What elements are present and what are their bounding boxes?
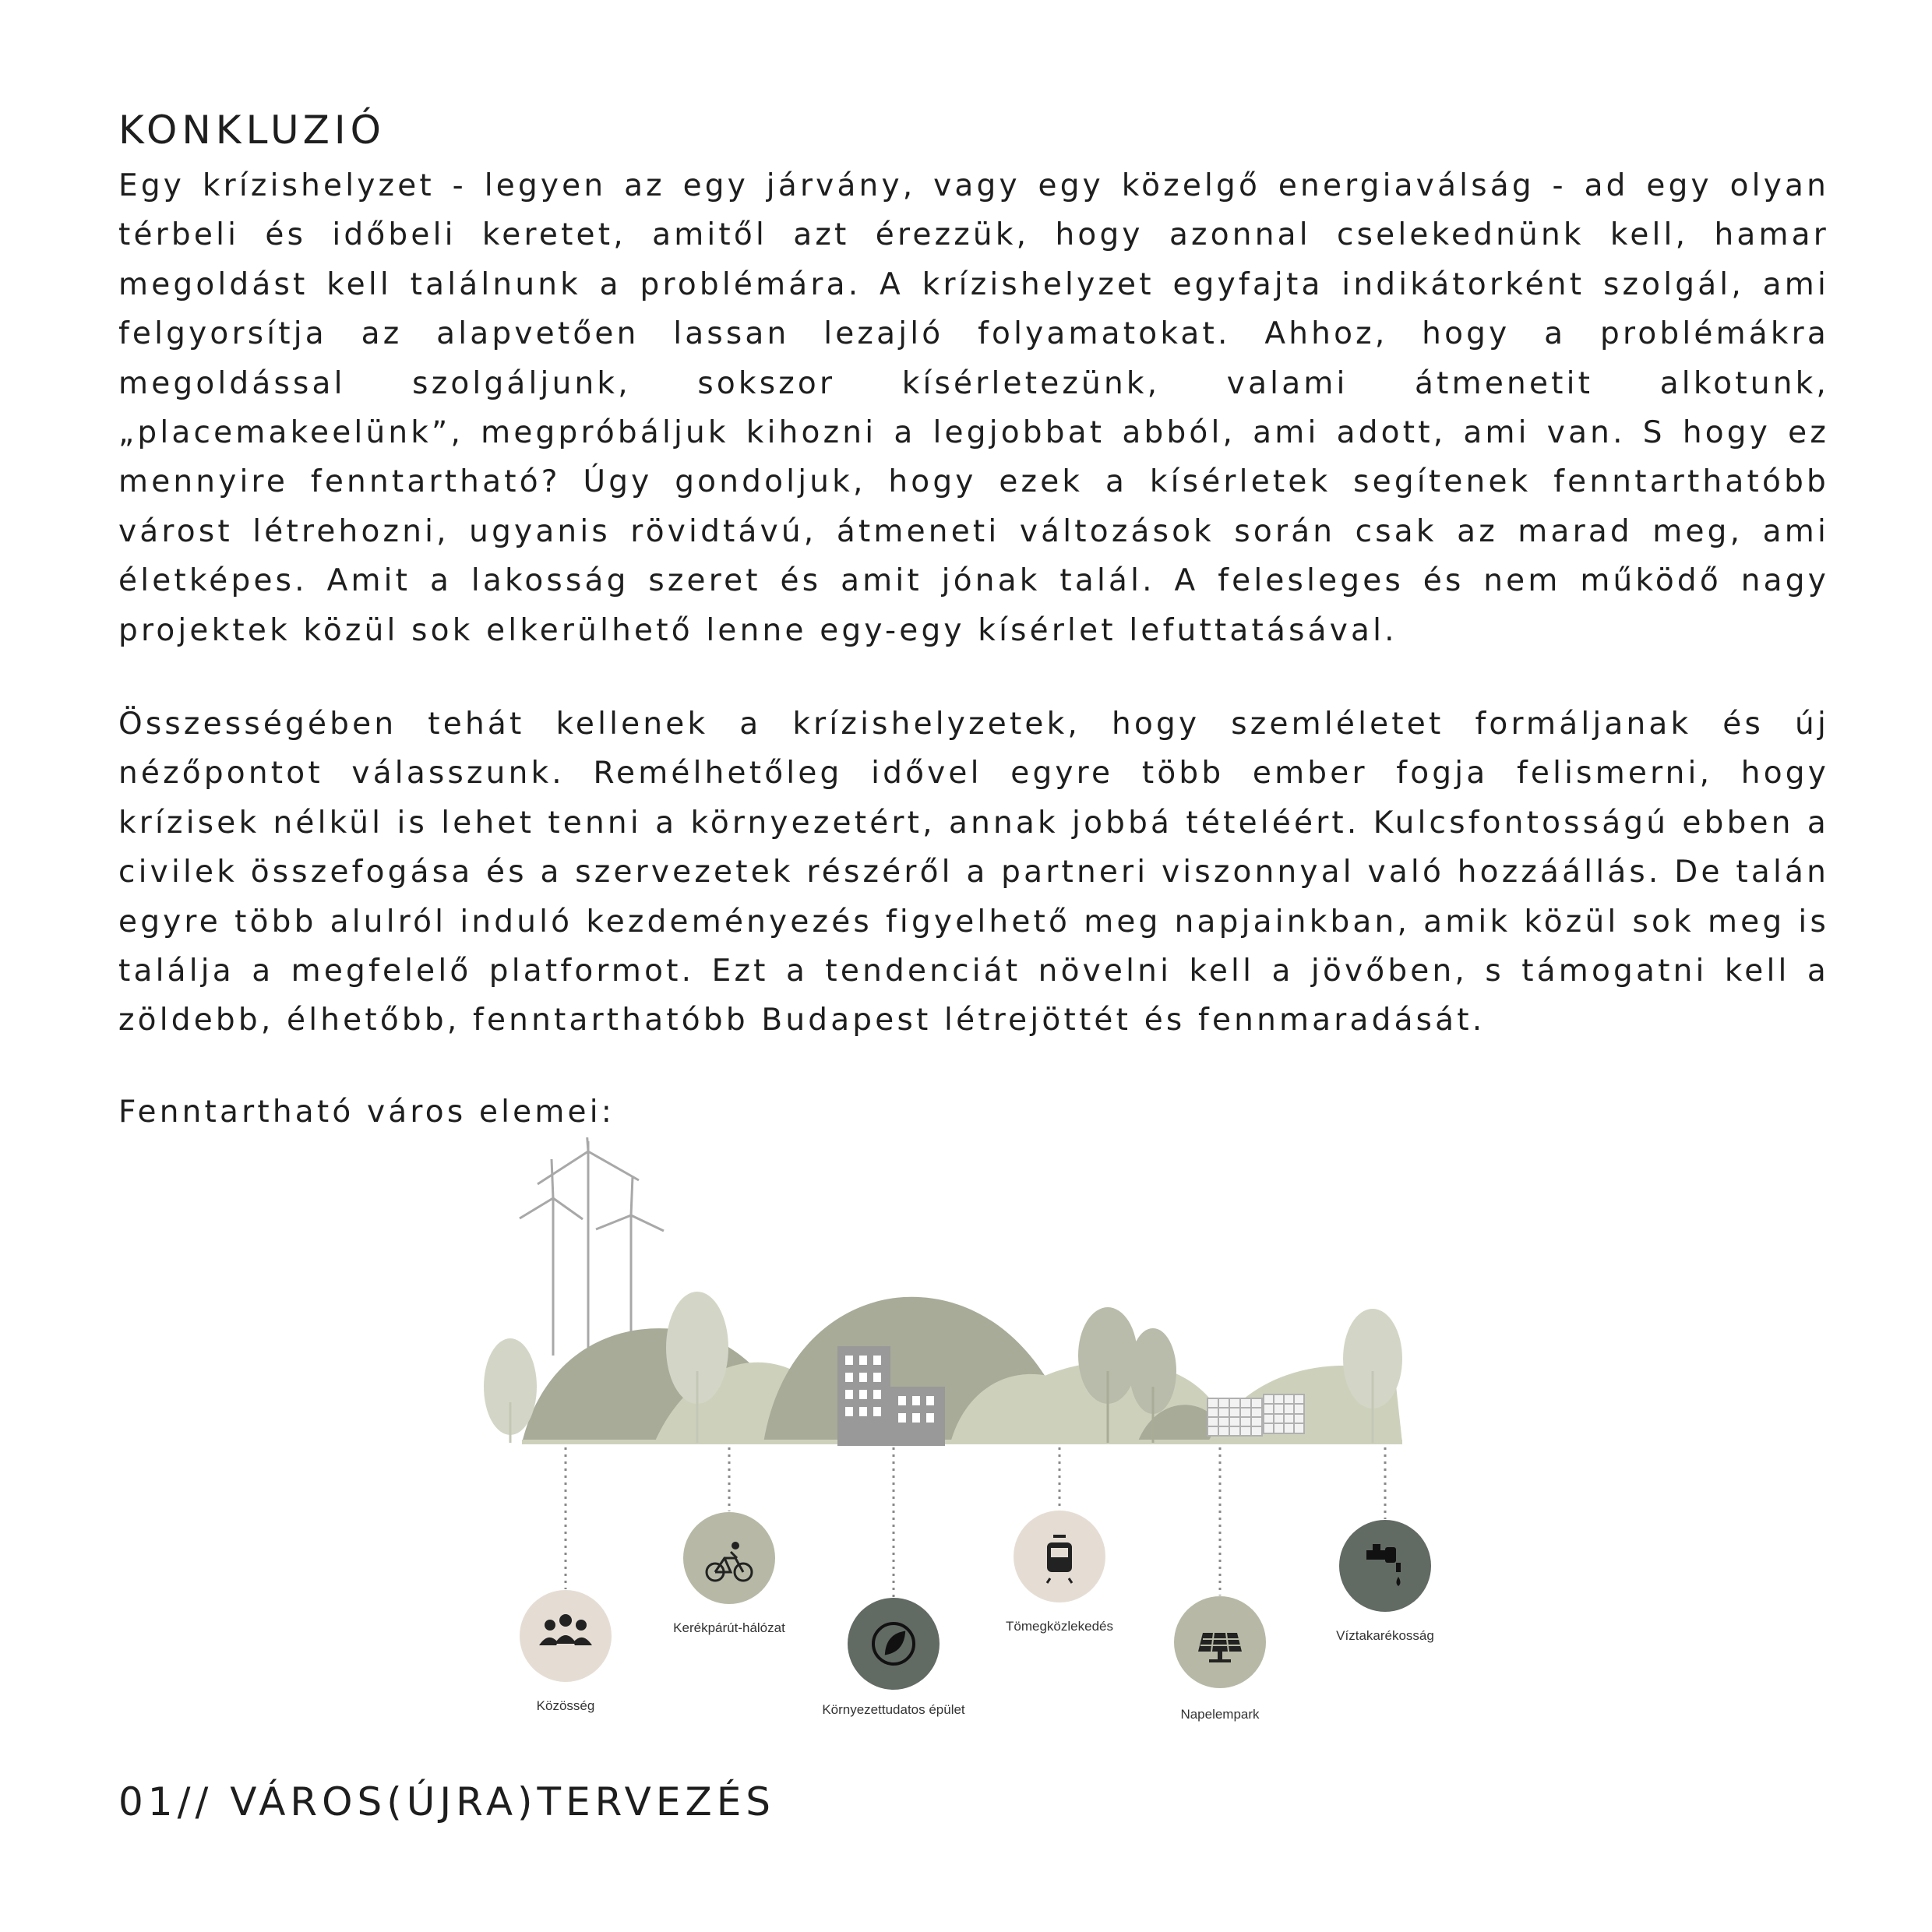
solar-panels	[1208, 1394, 1304, 1436]
element-label: Környezettudatos épület	[822, 1702, 965, 1717]
element-node-napelempark	[1174, 1596, 1266, 1722]
conclusion-paragraph-1: Egy krízishelyzet - legyen az egy járvány, vagy egy közelgő energiaválság - ad egy olyan térbeli és időbeli keretet, amitől azt érezzük, hogy azonnal cselekednünk kell, hamar megoldást kell találnunk a problémára. A krízishelyzet egyfajta indikátorként szolgál, ami felgyorsítja az alapvetően lassan lezajló folyamatokat. Ahhoz, hogy a problémákra megoldással szolgáljunk, sokszor kísérletezünk, valami átmenetit alkotunk, „placemakeelünk”, megpróbáljuk kihozni a legjobbat abból, ami adott, ami van. S hogy ez mennyire fenntartható? Úgy gondoljuk, hogy ezek a kísérletek segítenek fenntarthatóbb várost létrehozni, ugyanis rövidtávú, átmeneti változások során csak az marad meg, ami életképes. Amit a lakosság szeret és amit jónak talál. A felesleges és nem működő nagy projektek közül sok elkerülhető lenne egy-egy kísérlet lefuttatásával.	[118, 168, 1829, 648]
sustainable-city-illustration	[467, 1137, 1465, 1729]
element-label: Közösség	[536, 1698, 595, 1713]
page-title: KONKLUZIÓ	[118, 108, 386, 153]
element-node-viztakarekossag	[1336, 1520, 1434, 1643]
element-label: Víztakarékosság	[1336, 1628, 1434, 1643]
element-node-kornyezettudatos	[822, 1598, 965, 1717]
element-label: Tömegközlekedés	[1006, 1619, 1113, 1634]
element-node-kerekparut	[673, 1512, 785, 1635]
section-footer: 01// VÁROS(ÚJRA)TERVEZÉS	[118, 1779, 776, 1824]
elements-subtitle: Fenntartható város elemei:	[118, 1095, 615, 1130]
conclusion-paragraph-2: Összességében tehát kellenek a krízishelyzetek, hogy szemléletet formáljanak és új nézőpontot válasszunk. Remélhetőleg idővel egyre több ember fogja felismerni, hogy krízisek nélkül is lehet tenni a környezetért, annak jobbá tételéért. Kulcsfontosságú ebben a civilek összefogása és a szervezetek részéről a partneri viszonnyal való hozzáállás. De talán egyre több alulról induló kezdeményezés figyelhető meg napjainkban, amik közül sok meg is találja a megfelelő platformot. Ezt a tendenciát növelni kell a jövőben, s támogatni kell a zöldebb, élhetőbb, fenntarthatóbb Budapest létrejöttét és fennmaradását.	[118, 707, 1829, 1038]
element-label: Kerékpárút-hálózat	[673, 1620, 785, 1635]
element-label: Napelempark	[1180, 1707, 1260, 1722]
element-node-tomegkozlekedes	[1006, 1511, 1113, 1634]
element-node-kozosseg	[520, 1590, 612, 1713]
